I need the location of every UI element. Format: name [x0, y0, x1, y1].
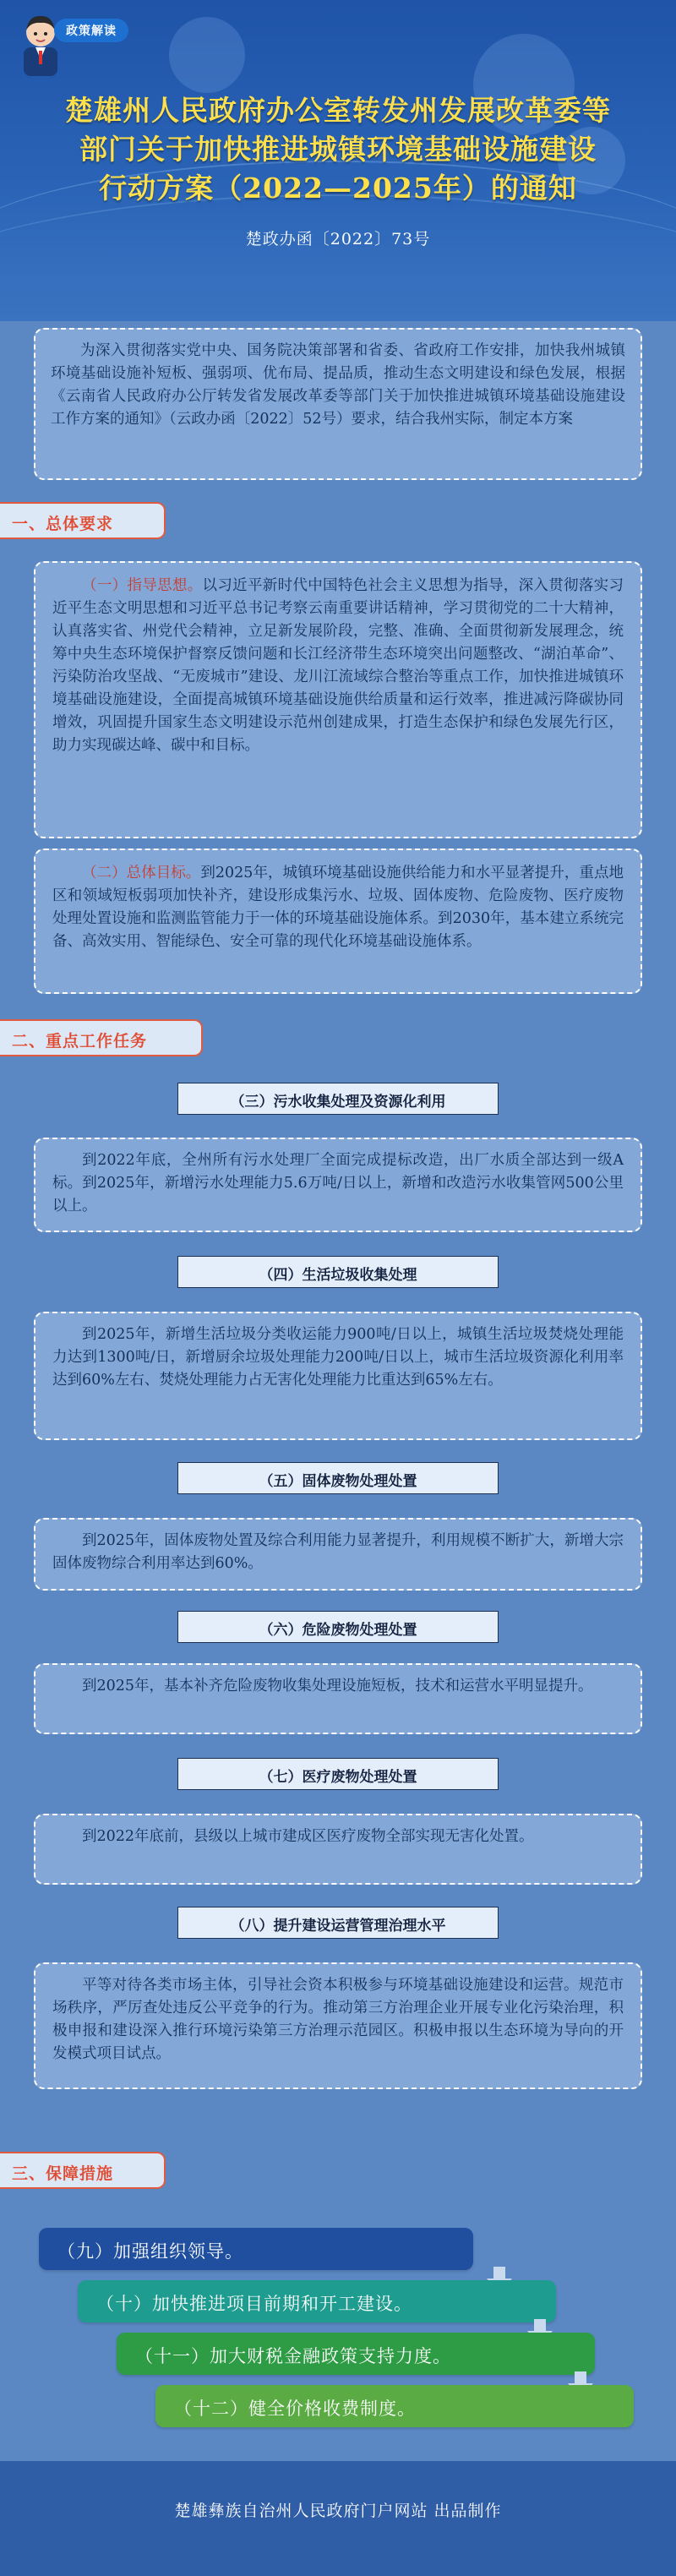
guiding-ideology-label: （一）指导思想。 — [82, 577, 203, 594]
guiding-ideology-box — [34, 561, 642, 838]
task-box-medical-waste — [34, 1814, 642, 1885]
overall-goal-label: （二）总体目标。 — [82, 865, 201, 881]
intro-box — [34, 328, 642, 480]
wave-decoration — [0, 194, 676, 321]
header-banner — [0, 0, 676, 321]
document-number: 楚政办函〔2022〕73号 — [245, 230, 431, 248]
policy-badge — [8, 7, 144, 83]
task-heading-household-waste: （四）生活垃圾收集处理 — [177, 1256, 499, 1288]
task-box-sewage — [34, 1138, 642, 1232]
policy-interpretation-tag: 政策解读 — [54, 19, 128, 42]
task-heading-solid-waste: （五）固体废物处理处置 — [177, 1462, 499, 1494]
section-heading-key-tasks: 二、重点工作任务 — [0, 1019, 203, 1056]
guiding-ideology-body: 以习近平新时代中国特色社会主义思想为指导，深入贯彻落实习近平生态文明思想和习近平总书记考察云南重要讲话精神，学习贯彻党的二十大精神，认真落实省、州党代会精神，立足新发展阶段，完整、准确、全面贯彻新发展理念，统筹中央生态环境保护督察反馈问题和长江经济带生态环境突出问题整改、“湖泊革命”、污染防治攻坚战、“无废城市”建设、龙川江流域综合整治等重点工作，加快推进城镇环境基础设施建设，全面提高城镇环境基础设施供给质量和运行效率，推进减污降碳协同增效，巩固提升国家生态文明建设示范州创建成果，打造生态保护和绿色发展先行区，助力实现碳达峰、碳中和目标。 — [52, 577, 624, 754]
guiding-ideology-text — [52, 575, 624, 757]
overall-goal-body: 到2025年，城镇环境基础设施供给能力和水平显著提升，重点地区和领域短板弱项加快补齐，建设形成集污水、垃圾、固体废物、危险废物、医疗废物处理处置设施和监测监管能力于一体的环境基础设施体系。到2030年，基本建立系统完备、高效实用、智能绿色、安全可靠的现代化环境基础设施体系。 — [52, 865, 624, 950]
task-text: 平等对待各类市场主体，引导社会资本积极参与环境基础设施建设和运营。规范市场秩序，严厉查处违反公平竞争的行为。推动第三方治理企业开展专业化污染治理，积极申报和建设深入推行环境污染第三方治理示范园区。积极申报以生态环境为导向的开发模式项目试点。 — [52, 1977, 624, 2062]
task-heading-governance: （八）提升建设运营管理治理水平 — [177, 1907, 499, 1939]
title-line: 部门关于加快推进城镇环境基础设施建设 — [79, 133, 597, 166]
bokeh-decoration — [169, 17, 245, 93]
section-heading-safeguards: 三、保障措施 — [0, 2152, 166, 2189]
intro-text: 为深入贯彻落实党中央、国务院决策部署和省委、省政府工作安排，加快我州城镇环境基础设施补短板、强弱项、优布局、提品质，推动生态文明建设和绿色发展，根据《云南省人民政府办公厅转发省发展改革委等部门关于加快推进城镇环境基础设施建设工作方案的通知》（云政办函〔2022〕52号）要求，结合我州实际，制定本方案 — [51, 342, 625, 428]
section-heading-general-requirements: 一、总体要求 — [0, 502, 166, 539]
task-box-hazardous-waste — [34, 1663, 642, 1734]
task-heading-hazardous-waste: （六）危险废物处理处置 — [177, 1611, 499, 1643]
overall-goal-box — [34, 849, 642, 994]
task-text: 到2025年，新增生活垃圾分类收运能力900吨/日以上，城镇生活垃圾焚烧处理能力达到1300吨/日，新增厨余垃圾处理能力200吨/日以上，城市生活垃圾资源化利用率达到60%左右、焚烧处理能力占无害化处理能力比重达到65%左右。 — [52, 1326, 624, 1389]
title-line: 行动方案（2022—2025年）的通知 — [99, 172, 577, 205]
measure-fiscal-finance: （十一）加大财税金融政策支持力度。 — [117, 2333, 595, 2375]
task-text: 到2022年底，全州所有污水处理厂全面完成提标改造，出厂水质全部达到一级A标。到2025年，新增污水处理能力5.6万吨/日以上，新增和改造污水收集管网500公里以上。 — [52, 1152, 624, 1214]
task-heading-medical-waste: （七）医疗废物处理处置 — [177, 1758, 499, 1790]
footer: 楚雄彝族自治州人民政府门户网站 出品制作 — [0, 2461, 676, 2576]
title-line: 楚雄州人民政府办公室转发州发展改革委等 — [65, 94, 611, 127]
task-text: 到2025年，基本补齐危险废物收集处理设施短板，技术和运营水平明显提升。 — [82, 1678, 593, 1695]
measure-project-construction: （十）加快推进项目前期和开工建设。 — [78, 2280, 556, 2322]
task-box-solid-waste — [34, 1518, 642, 1591]
task-box-governance — [34, 1962, 642, 2089]
task-text: 到2022年底前，县级以上城市建成区医疗废物全部实现无害化处置。 — [82, 1828, 534, 1845]
overall-goal-text — [52, 862, 624, 953]
task-heading-sewage: （三）污水收集处理及资源化利用 — [177, 1083, 499, 1115]
measure-price-fees: （十二）健全价格收费制度。 — [155, 2385, 634, 2427]
task-box-household-waste — [34, 1312, 642, 1440]
page-title — [34, 91, 642, 208]
reporter-avatar-icon — [14, 8, 68, 78]
measure-organization: （九）加强组织领导。 — [39, 2228, 473, 2270]
task-text: 到2025年，固体废物处置及综合利用能力显著提升，利用规模不断扩大，新增大宗固体废物综合利用率达到60%。 — [52, 1532, 624, 1572]
